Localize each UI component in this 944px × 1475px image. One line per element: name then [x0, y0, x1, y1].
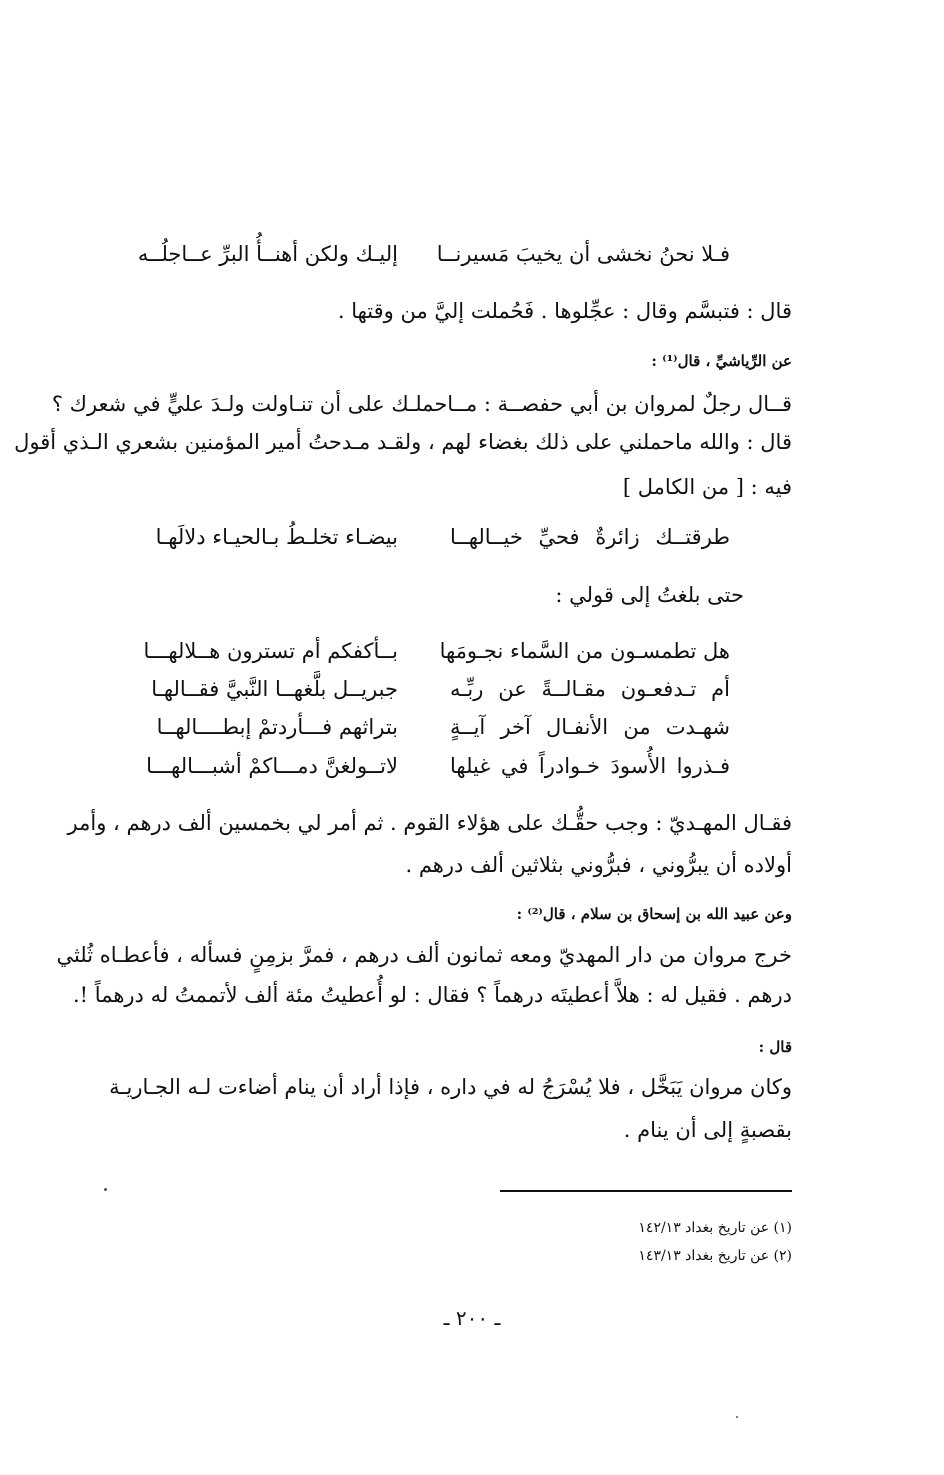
footnote-2: (٢) عن تاريخ بغداد ١٤٣/١٣ — [638, 1248, 792, 1264]
poem-line-1-second-hemistich: بــأكفكم أم تسترون هــلالهـــا — [143, 639, 398, 663]
poem-line-4-second-hemistich: لاتــولغنَّ دمـــاكمْ أشبـــالهـــا — [146, 754, 398, 778]
paragraph-line: خرج مروان من دار المهديّ ومعه ثمانون ألف درهم ، فمرَّ بزمِنٍ فسأله ، فأعطـاه ثُلثي — [56, 943, 792, 967]
paragraph-line: قــال رجلٌ لمروان بن أبي حفصــة : مــاحملـك على أن تنـاولت ولـدَ عليٍّ في شعرك ؟ — [51, 392, 792, 416]
paragraph-line: بقصبةٍ إلى أن ينام . — [623, 1118, 792, 1142]
verse-1-first-hemistich: فـلا نحنُ نخشى أن يخيبَ مَسيرنــا — [436, 242, 730, 266]
verse-1-second-hemistich: إليـك ولكن أهنــأُ البرِّ عــاجلُــه — [137, 242, 398, 266]
poem-line-3-second-hemistich: بتراثهم فـــأردتمْ إبطــــالهــا — [156, 715, 398, 739]
paragraph-line: قال : فتبسَّم وقال : عجِّلوها . فَحُملت إليَّ من وقتها . — [337, 299, 792, 323]
paragraph-line: فيه : [ من الكامل ] — [622, 475, 792, 499]
paragraph-line: حتى بلغتُ إلى قولي : — [555, 583, 744, 607]
section-heading: قال : — [758, 1038, 792, 1056]
poem-line-1-first-hemistich: هل تطمسـون من السَّماء نجـومَها — [439, 639, 730, 663]
scan-speck — [736, 1416, 738, 1418]
section-heading: عن الرِّياشيِّ ، قال⁽¹⁾ : — [651, 352, 792, 370]
paragraph-line: وكان مروان يَبَخَّل ، فلا يُسْرَجُ له في داره ، فإذا أراد أن ينام أضاءت لـه الجـاريـة — [109, 1075, 792, 1099]
paragraph-line: قال : والله ماحملني على ذلك بغضاء لهم ، ولقـد مـدحتُ أمير المؤمنين بشعري الـذي أقول — [14, 430, 792, 454]
poem-line-2-second-hemistich: جبريــل بلَّغهــا النَّبيَّ فقــالهـا — [151, 677, 398, 701]
footnote-separator — [500, 1190, 792, 1192]
poem-line-2-first-hemistich: أم تـدفعـون مقـالــةً عن ربِّـه — [450, 677, 730, 701]
paragraph-line: درهم . فقيل له : هلاَّ أعطيتَه درهماً ؟ فقال : لو أُعطيتُ مئة ألف لأتممتُ له درهماً !. — [73, 983, 792, 1007]
footnote-1: (١) عن تاريخ بغداد ١٤٢/١٣ — [638, 1220, 792, 1236]
poem-line-3-first-hemistich: شهـدت من الأنفـال آخر آيــةٍ — [450, 715, 730, 739]
verse-2-first-hemistich: طرقتــك زائرةٌ فحيِّ خيــالهــا — [450, 525, 730, 549]
page-number: ـ ٢٠٠ ـ — [443, 1306, 501, 1330]
verse-2-second-hemistich: بيضـاء تخلـطُ بـالحيـاء دلالَهـا — [155, 525, 398, 549]
paragraph-line: أولاده أن يبرُّوني ، فبرُّوني بثلاثين ألف درهم . — [405, 853, 792, 877]
scan-speck — [104, 1188, 107, 1191]
poem-line-4-first-hemistich: فـذروا الأُسودَ خـوادراً في غيلها — [450, 754, 730, 778]
paragraph-line: فقـال المهـديّ : وجب حقُّـك على هؤلاء القوم . ثم أمر لي بخمسين ألف درهم ، وأمر — [67, 811, 792, 835]
section-heading: وعن عبيد الله بن إسحاق بن سلام ، قال⁽²⁾ : — [516, 905, 792, 923]
